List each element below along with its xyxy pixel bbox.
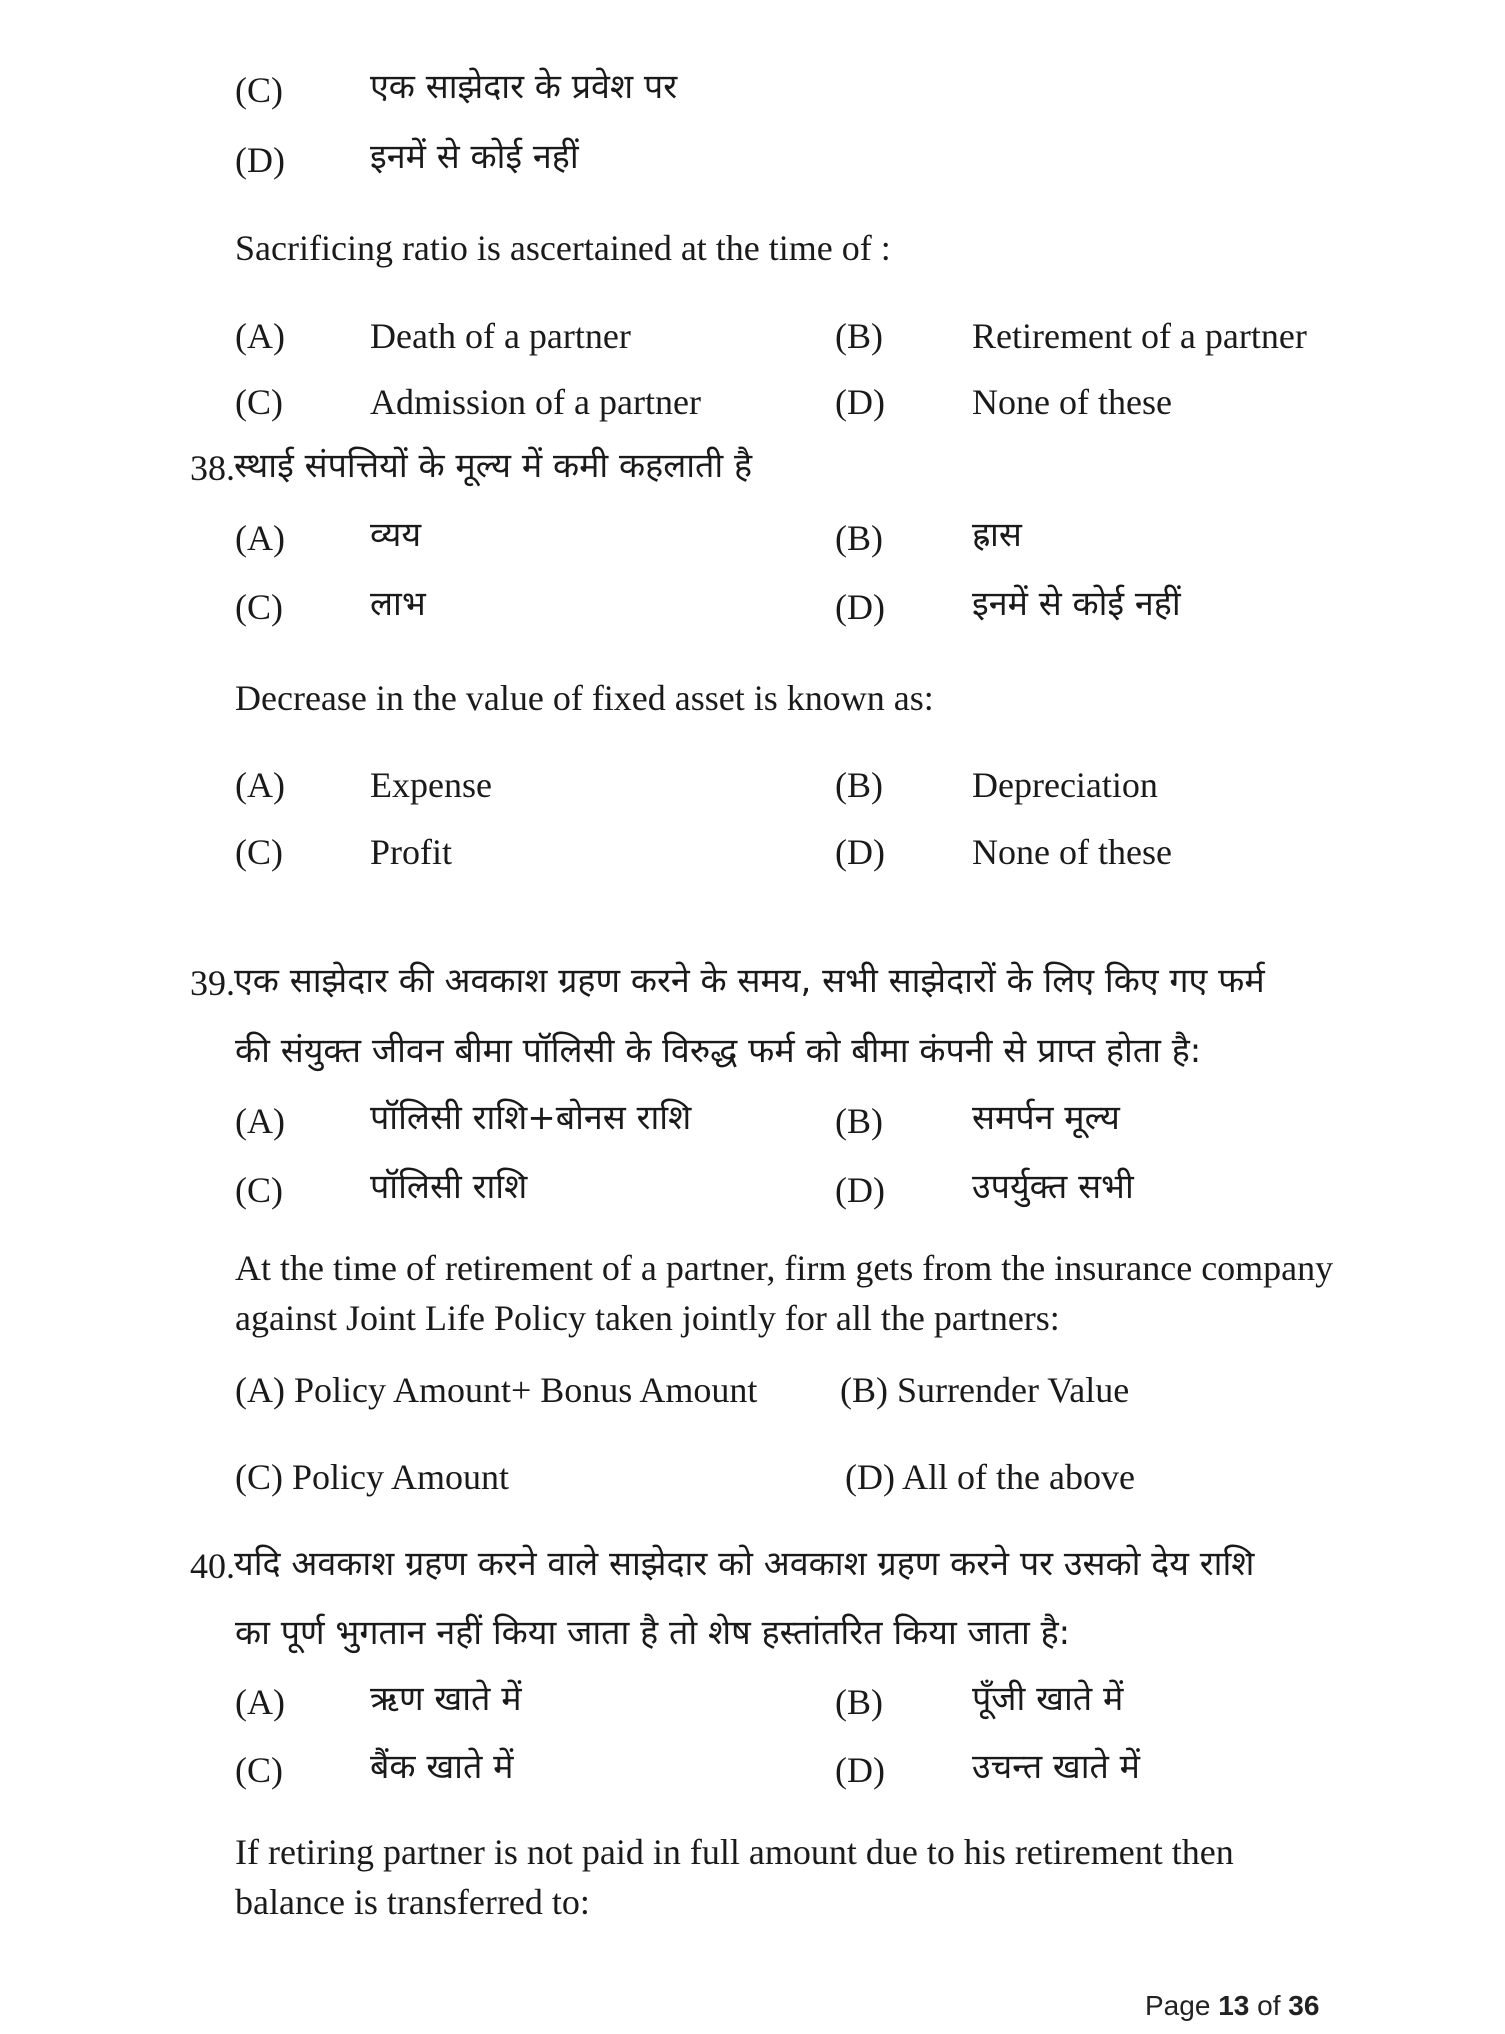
- option-label: (B): [835, 1682, 883, 1722]
- option-text: (A) Policy Amount+ Bonus Amount: [235, 1370, 758, 1410]
- option-label: (C): [235, 70, 283, 110]
- option-text: Admission of a partner: [370, 382, 701, 422]
- option-text: उचन्त खाते में: [972, 1747, 1141, 1787]
- option-text: इनमें से कोई नहीं: [370, 137, 579, 177]
- option-label: (C): [235, 832, 283, 872]
- option-text: समर्पन मूल्य: [972, 1098, 1120, 1138]
- option-text: इनमें से कोई नहीं: [972, 584, 1181, 624]
- option-text: उपर्युक्त सभी: [972, 1167, 1134, 1207]
- page-word: Page: [1145, 1990, 1211, 2021]
- option-text: पॉलिसी राशि: [370, 1167, 528, 1207]
- question-text-en: against Joint Life Policy taken jointly for all the partners:: [235, 1298, 1060, 1338]
- question-number: 38.: [190, 448, 235, 488]
- option-label: (B): [835, 1101, 883, 1141]
- option-text: ऋण खाते में: [370, 1679, 522, 1719]
- question-text-hi: का पूर्ण भुगतान नहीं किया जाता है तो शेष हस्तांतरित किया जाता है:: [235, 1613, 1071, 1653]
- option-text: Death of a partner: [370, 316, 631, 356]
- question-text-en: Decrease in the value of fixed asset is known as:: [235, 678, 934, 718]
- option-text: बैंक खाते में: [370, 1747, 514, 1787]
- option-label: (B): [835, 765, 883, 805]
- option-text: (B) Surrender Value: [840, 1370, 1130, 1410]
- question-text-hi: यदि अवकाश ग्रहण करने वाले साझेदार को अवकाश ग्रहण करने पर उसको देय राशि: [234, 1544, 1255, 1584]
- option-label: (D): [835, 1750, 885, 1790]
- option-text: None of these: [972, 832, 1172, 872]
- question-number: 40.: [190, 1546, 235, 1586]
- option-label: (D): [835, 382, 885, 422]
- option-label: (D): [835, 1170, 885, 1210]
- option-label: (A): [235, 1101, 285, 1141]
- option-label: (B): [835, 518, 883, 558]
- option-text: एक साझेदार के प्रवेश पर: [370, 67, 678, 107]
- option-label: (A): [235, 518, 285, 558]
- option-label: (D): [835, 832, 885, 872]
- option-text: Depreciation: [972, 765, 1158, 805]
- option-text: लाभ: [370, 584, 426, 624]
- option-label: (A): [235, 316, 285, 356]
- option-label: (C): [235, 587, 283, 627]
- option-label: (D): [235, 140, 285, 180]
- question-text-en: At the time of retirement of a partner, firm gets from the insurance company: [235, 1248, 1334, 1288]
- option-text: (D) All of the above: [845, 1457, 1135, 1497]
- option-text: Expense: [370, 765, 492, 805]
- current-page: 13: [1218, 1990, 1250, 2021]
- option-text: पॉलिसी राशि+बोनस राशि: [370, 1098, 692, 1138]
- of-word: of: [1257, 1990, 1281, 2021]
- option-label: (C): [235, 1750, 283, 1790]
- question-number: 39.: [190, 963, 235, 1003]
- question-text-hi: की संयुक्त जीवन बीमा पॉलिसी के विरुद्ध फर्म को बीमा कंपनी से प्राप्त होता है:: [235, 1031, 1202, 1071]
- option-label: (B): [835, 316, 883, 356]
- question-text-en: Sacrificing ratio is ascertained at the time of :: [235, 228, 891, 268]
- option-text: पूँजी खाते में: [972, 1679, 1124, 1719]
- option-text: Retirement of a partner: [972, 316, 1307, 356]
- option-label: (A): [235, 1682, 285, 1722]
- option-label: (D): [835, 587, 885, 627]
- option-label: (C): [235, 382, 283, 422]
- question-text-en: balance is transferred to:: [235, 1882, 590, 1922]
- option-text: Profit: [370, 832, 453, 872]
- question-text-hi: एक साझेदार की अवकाश ग्रहण करने के समय, सभी साझेदारों के लिए किए गए फर्म: [234, 961, 1265, 1001]
- option-text: ह्रास: [972, 515, 1022, 555]
- option-label: (C): [235, 1170, 283, 1210]
- option-text: व्यय: [370, 515, 422, 555]
- option-text: (C) Policy Amount: [235, 1457, 510, 1497]
- total-pages: 36: [1288, 1990, 1320, 2021]
- question-text-hi: स्थाई संपत्तियों के मूल्य में कमी कहलाती है: [234, 446, 753, 486]
- page-number-footer: [1145, 1990, 1319, 2022]
- option-label: (A): [235, 765, 285, 805]
- question-text-en: If retiring partner is not paid in full amount due to his retirement then: [235, 1832, 1234, 1872]
- option-text: None of these: [972, 382, 1172, 422]
